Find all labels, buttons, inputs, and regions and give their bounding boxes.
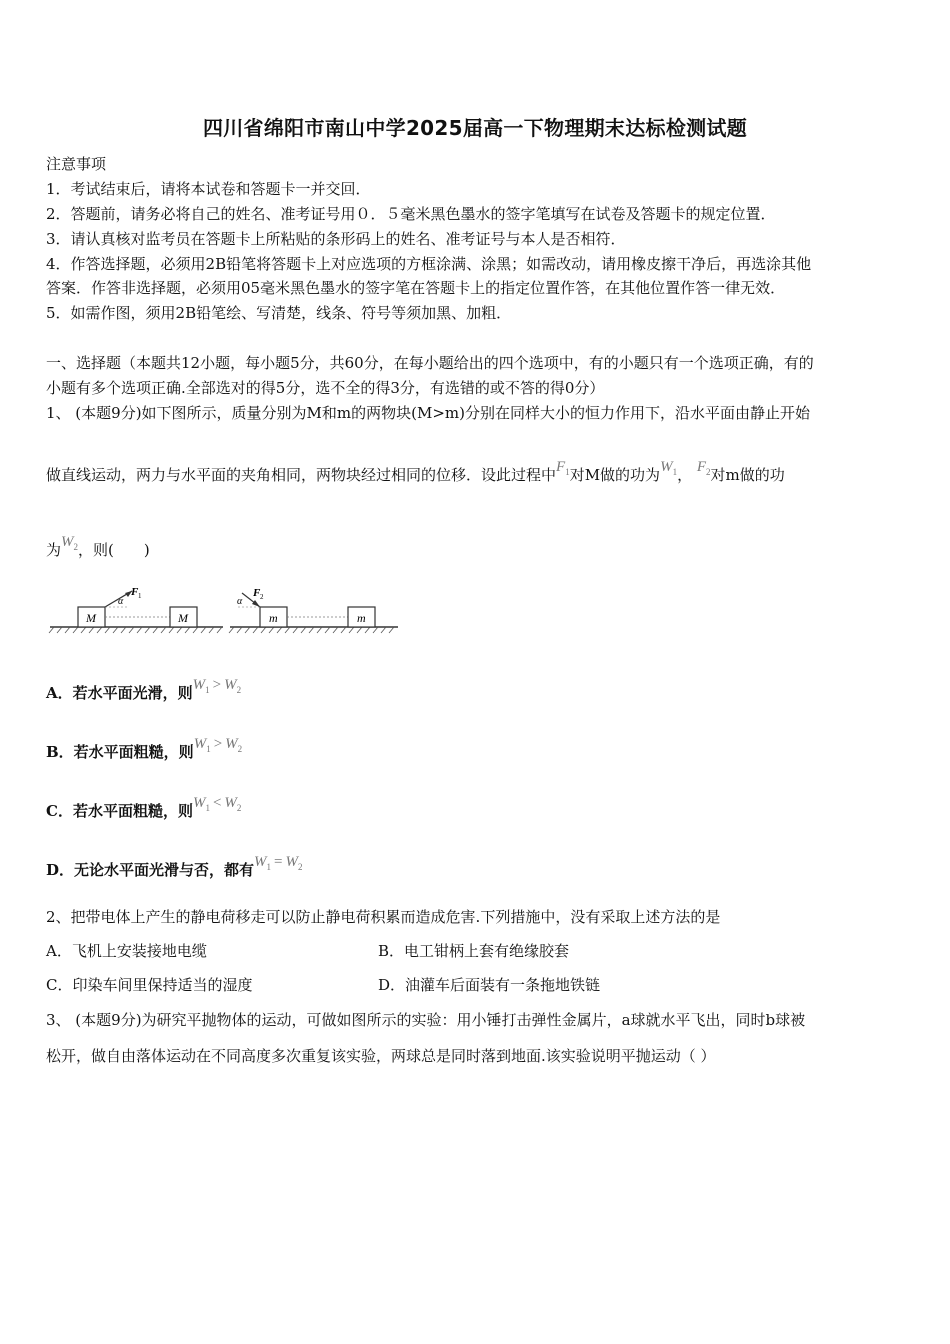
notice-item: 1．考试结束后，请将本试卷和答题卡一并交回． <box>46 180 371 198</box>
q1-stem-line1: 1、 (本题9分)如下图所示，质量分别为M和m的两物块(M>m)分别在同样大小的恒力作用下，沿水平面由静止开始 <box>46 404 811 422</box>
formula: $W_1 = W_2$ <box>254 854 303 872</box>
q2-option-a[interactable]: A．飞机上安装接地电缆 <box>46 942 207 960</box>
notice-item: 3．请认真核对监考员在答题卡上所粘贴的条形码上的姓名、准考证号与本人是否相符． <box>46 230 626 248</box>
ground-hatch <box>49 627 222 633</box>
block-m-label: m <box>269 611 278 625</box>
q1-text: 为 <box>46 541 62 559</box>
notice-item: 4．作答选择题，必须用2B铅笔将答题卡上对应选项的方框涂满、涂黑；如需改动，请用橡皮擦干净后，再选涂其他 <box>46 255 812 273</box>
block-m-label: m <box>357 611 366 625</box>
formula: $W_1 < W_2$ <box>192 795 242 813</box>
q1-stem-line2 <box>46 459 785 486</box>
q1-text: ，则( ) <box>78 541 150 559</box>
q1-text: 对m做的功 <box>710 466 785 484</box>
block-M-label: M <box>178 611 188 625</box>
q1-text: 对M做的功为 <box>569 466 661 484</box>
symbol-F2: $F_2$ <box>696 459 711 477</box>
notice-item: 答案．作答非选择题，必须用05毫米黑色墨水的签字笔在答题卡上的指定位置作答，在其他位置作答一律无效． <box>46 279 786 297</box>
q1-text: ， <box>677 466 693 484</box>
symbol-W2: $W_2$ <box>61 534 79 552</box>
force-label: F <box>253 587 261 599</box>
angle-label: α <box>237 596 243 607</box>
force-subscript: 1 <box>138 592 142 600</box>
q2-option-b[interactable]: B．电工钳柄上套有绝缘胶套 <box>378 942 570 960</box>
ground-hatch <box>229 627 394 633</box>
q1-option-d[interactable]: D．无论水平面光滑与否，都有$W_1 = W_2$ <box>46 854 303 879</box>
notice-heading: 注意事项 <box>46 155 107 173</box>
formula: $W_1 > W_2$ <box>192 677 242 695</box>
symbol-F1: $F_1$ <box>556 459 570 477</box>
q1-option-c[interactable]: C．若水平面粗糙，则$W_1 < W_2$ <box>46 795 242 820</box>
formula: $W_1 > W_2$ <box>193 736 243 754</box>
q2-option-d[interactable]: D．油灌车后面装有一条拖地铁链 <box>378 976 601 994</box>
angle-label: α <box>118 596 124 607</box>
q1-figure <box>48 583 400 639</box>
q2-stem: 2、把带电体上产生的静电荷移走可以防止静电荷积累而造成危害.下列措施中，没有采取上述方法的是 <box>46 908 721 926</box>
q2-option-c[interactable]: C．印染车间里保持适当的湿度 <box>46 976 253 994</box>
q1-option-b[interactable]: B．若水平面粗糙，则$W_1 > W_2$ <box>46 736 243 761</box>
notice-item: 5．如需作图，须用2B铅笔绘、写清楚，线条、符号等须加黑、加粗． <box>46 304 512 322</box>
block-M-label: M <box>86 611 96 625</box>
page-title: 四川省绵阳市南山中学2025届高一下物理期末达标检测试题 <box>202 116 748 140</box>
q3-stem-line1: 3、 (本题9分)为研究平抛物体的运动，可做如图所示的实验：用小锤打击弹性金属片，a球就水平飞出，同时b球被 <box>46 1011 806 1029</box>
section-heading: 一、选择题（本题共12小题，每小题5分，共60分，在每小题给出的四个选项中，有的小题只有一个选项正确，有的 <box>46 354 814 372</box>
symbol-W1: $W_1$ <box>660 459 678 477</box>
q1-text: 做直线运动，两力与水平面的夹角相同，两物块经过相同的位移．设此过程中 <box>46 466 557 484</box>
q1-stem-line3 <box>46 534 150 561</box>
notice-item: 2．答题前，请务必将自己的姓名、准考证号用０．５毫米黑色墨水的签字笔填写在试卷及答题卡的规定位置． <box>46 205 776 223</box>
force-label: F <box>131 586 139 598</box>
section-heading-cont: 小题有多个选项正确.全部选对的得5分，选不全的得3分，有选错的或不答的得0分） <box>46 379 605 397</box>
q3-stem-line2: 松开，做自由落体运动在不同高度多次重复该实验，两球总是同时落到地面.该实验说明平抛运动（ ） <box>46 1047 716 1065</box>
force-subscript: 2 <box>260 593 264 601</box>
q1-option-a[interactable]: A．若水平面光滑，则$W_1 > W_2$ <box>46 677 242 702</box>
